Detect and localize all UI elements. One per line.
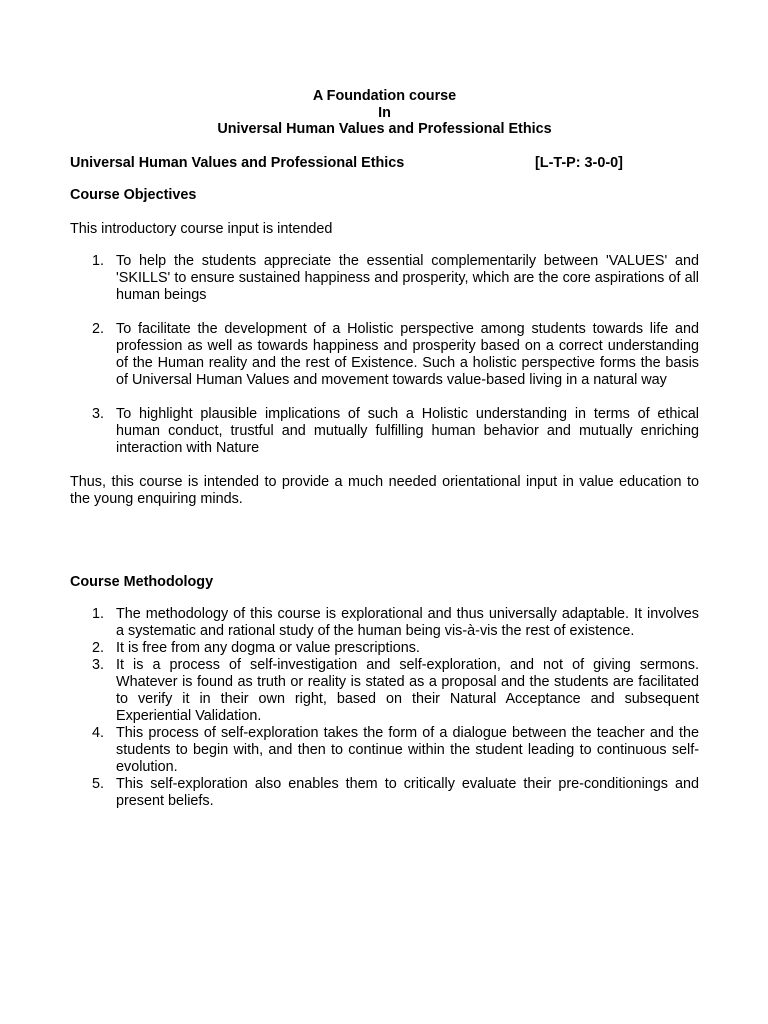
list-item-number: 3. bbox=[92, 656, 105, 673]
list-item-number: 1. bbox=[92, 605, 105, 622]
list-item-text: To facilitate the development of a Holistic perspective among students towards life and profession as well as towards happiness and prosperity based on a correct understanding of the Human reality and the rest of Existence. Such a holistic perspective forms the basis of Universal Human Values and movement towards value-based living in a natural way bbox=[116, 320, 699, 388]
objectives-conclusion: Thus, this course is intended to provide a much needed orientational input in value education to the young enquiring minds. bbox=[70, 473, 699, 507]
list-item-number: 1. bbox=[92, 252, 105, 269]
objectives-list bbox=[70, 253, 699, 457]
document-page bbox=[70, 88, 699, 810]
list-item-text: This self-exploration also enables them to critically evaluate their pre-conditionings and present beliefs. bbox=[116, 775, 699, 809]
objectives-intro: This introductory course input is intended bbox=[70, 220, 333, 237]
list-item bbox=[70, 253, 699, 304]
document-title bbox=[70, 88, 699, 138]
list-item-text: This process of self-exploration takes the form of a dialogue between the teacher and the students to begin with, and then to continue within the student leading to continuous self-evolution. bbox=[116, 724, 699, 775]
course-name: Universal Human Values and Professional Ethics bbox=[70, 154, 405, 171]
list-item-number: 2. bbox=[92, 320, 105, 337]
list-item bbox=[70, 606, 699, 640]
list-item-text: To highlight plausible implications of such a Holistic understanding in terms of ethical human conduct, trustful and mutually fulfilling human behavior and mutually enriching interaction with Nature bbox=[116, 405, 699, 456]
list-item-number: 3. bbox=[92, 405, 105, 422]
course-ltp: [L-T-P: 3-0-0] bbox=[535, 154, 623, 171]
objectives-heading: Course Objectives bbox=[70, 186, 197, 203]
list-item-number: 2. bbox=[92, 639, 105, 656]
course-header-row bbox=[70, 155, 699, 172]
list-item bbox=[70, 657, 699, 725]
list-item-text: The methodology of this course is explorational and thus universally adaptable. It involves a systematic and rational study of the human being vis-à-vis the rest of existence. bbox=[116, 605, 699, 639]
list-item-text: To help the students appreciate the essential complementarily between 'VALUES' and 'SKILLS' to ensure sustained happiness and prosperity, which are the core aspirations of all human beings bbox=[116, 252, 699, 303]
list-item bbox=[70, 725, 699, 776]
list-item-number: 5. bbox=[92, 775, 105, 792]
methodology-heading: Course Methodology bbox=[70, 573, 214, 590]
list-item bbox=[70, 321, 699, 389]
list-item-text: It is a process of self-investigation and self-exploration, and not of giving sermons. Whatever is found as truth or reality is stated as a proposal and the students are facilitated to verify it in their own right, based on their Natural Acceptance and subsequent Experiential Validation. bbox=[116, 656, 699, 724]
title-line-2: In bbox=[378, 104, 391, 121]
title-line-1: A Foundation course bbox=[312, 88, 457, 104]
list-item-number: 4. bbox=[92, 724, 105, 741]
list-item bbox=[70, 640, 699, 657]
list-item bbox=[70, 776, 699, 810]
list-item-text: It is free from any dogma or value prescriptions. bbox=[116, 639, 420, 656]
title-line-3: Universal Human Values and Professional Ethics bbox=[217, 121, 552, 137]
methodology-list bbox=[70, 606, 699, 810]
list-item bbox=[70, 406, 699, 457]
